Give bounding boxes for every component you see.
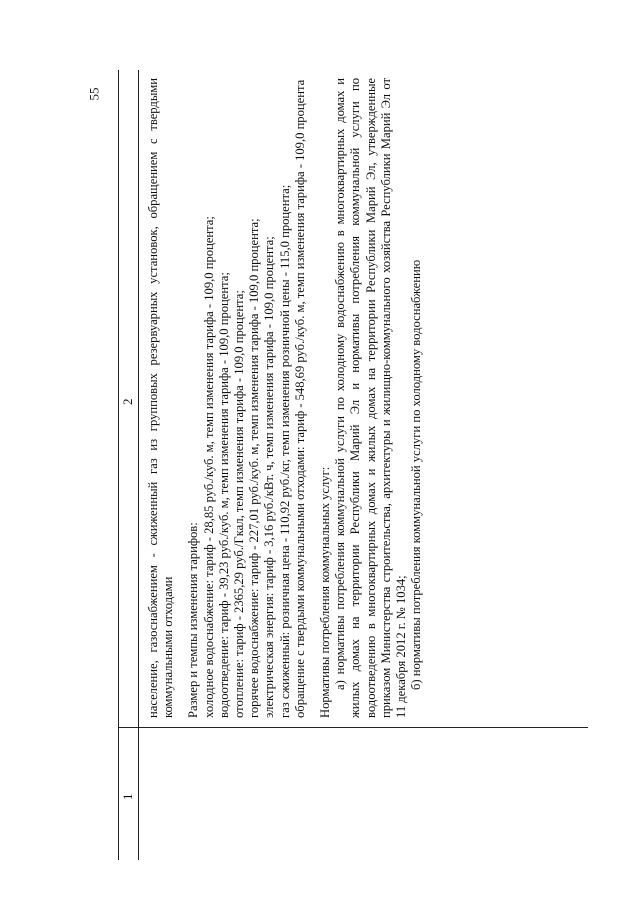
tariff-wastewater: водоотведение: тариф - 39,23 руб./куб. м, темп изменения тарифа - 109,0 процента; xyxy=(216,272,231,718)
tariff-cold-water: холодное водоснабжение: тариф - 28,85 руб./куб. м, темп изменения тарифа - 109,0 процента; xyxy=(201,216,216,718)
column-2-content xyxy=(146,78,424,718)
tariffs-title: Размер и темпы изменения тарифов: xyxy=(186,522,201,718)
tariff-electricity: электрическая энергия: тариф - 3,16 руб./кВт. ч, темп изменения тарифа - 109,0 процента; xyxy=(262,236,277,718)
column-divider xyxy=(118,727,588,728)
rotated-page-content xyxy=(118,70,588,860)
tariff-hot-water: горячее водоснабжение: тариф - 227,01 руб./куб. м, темп изменения тарифа - 109,0 процента; xyxy=(247,218,262,718)
document-table xyxy=(118,70,588,860)
column-1-header: 1 xyxy=(120,793,135,800)
norm-a: а) нормативы потребления коммунальной услуги по холодному водоснабжению в многоквартирных домах и жилых домах на территории Республики Марий Эл и нормативы потребления коммунальной услуги по водоотведению в многоквартирных домах и жилых домах на территории Республики Марий Эл, утвержденные приказом Министерства строительства, архитектуры и жилищно-коммунального хозяйства Республики Марий Эл от 11 декабря 2012 г. № 1034; xyxy=(333,78,409,718)
table-top-border xyxy=(118,70,119,860)
tariff-heating: отопление: тариф - 2365,29 руб./Гкал, темп изменения тарифа - 109,0 процента; xyxy=(232,290,247,718)
tariff-solid-waste: обращение с твердыми коммунальными отходами: тариф - 548,69 руб./куб. м, темп изменения тарифа - 109,0 процента xyxy=(292,79,307,718)
paragraph-population: население, газоснабжением - сжиженный газ из групповых резервуарных установок, обращением с твердыми коммунальными отходами xyxy=(146,78,176,718)
table-header-divider xyxy=(138,70,139,860)
tariff-liquefied-gas: газ сжиженный: розничная цена - 110,92 руб./кг, темп изменения розничной цены - 115,0 процента; xyxy=(277,184,292,718)
page-number: 55 xyxy=(86,87,102,101)
norms-title: Нормативы потребления коммунальных услуг: xyxy=(318,466,333,718)
norm-b: б) нормативы потребления коммунальной услуги по холодному водоснабжению xyxy=(409,259,424,690)
column-2-header: 2 xyxy=(120,398,135,405)
